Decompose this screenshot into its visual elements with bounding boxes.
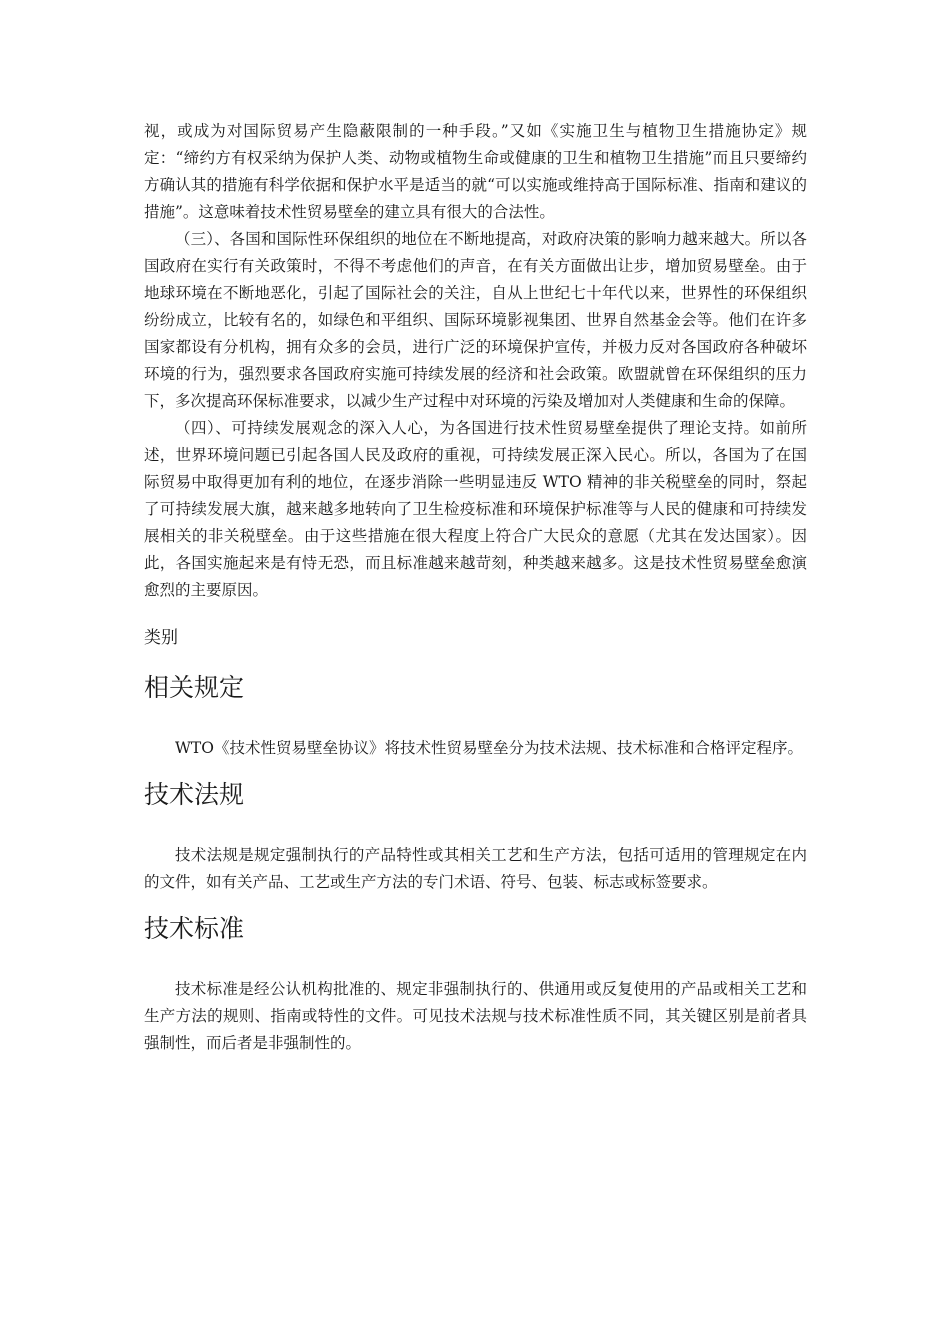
document-page xyxy=(144,118,807,1057)
body-paragraph-3: （三）、各国和国际性环保组织的地位在不断地提高，对政府决策的影响力越来越大。所以各国政府在实行有关政策时，不得不考虑他们的声音，在有关方面做出让步，增加贸易壁垒。由于地球环境在不断地恶化，引起了国际社会的关注，自从上世纪七十年代以来，世界性的环保组织纷纷成立，比较有名的，如绿色和平组织、国际环境影视集团、世界自然基金会等。他们在许多国家都设有分机构，拥有众多的会员，进行广泛的环境保护宣传，并极力反对各国政府各种破坏环境的行为，强烈要求各国政府实施可持续发展的经济和社会政策。欧盟就曾在环保组织的压力下，多次提高环保标准要求，以减少生产过程中对环境的污染及增加对人类健康和生命的保障。 xyxy=(144,230,807,410)
section-text-technical-regulations: 技术法规是规定强制执行的产品特性或其相关工艺和生产方法，包括可适用的管理规定在内的文件，如有关产品、工艺或生产方法的专门术语、符号、包装、标志或标签要求。 xyxy=(144,846,807,891)
body-paragraph-continued: 视，或成为对国际贸易产生隐蔽限制的一种手段。”又如《实施卫生与植物卫生措施协定》规定：“缔约方有权采纳为保护人类、动物或植物生命或健康的卫生和植物卫生措施”而且只要缔约方确认其的措施有科学依据和保护水平是适当的就“可以实施或维持高于国际标准、指南和建议的措施”。这意味着技术性贸易壁垒的建立具有很大的合法性。 xyxy=(144,122,807,221)
body-paragraph-4: （四）、可持续发展观念的深入人心，为各国进行技术性贸易壁垒提供了理论支持。如前所述，世界环境问题已引起各国人民及政府的重视，可持续发展正深入民心。所以，各国为了在国际贸易中取得更加有利的地位，在逐步消除一些明显违反 WTO 精神的非关税壁垒的同时，祭起了可持续发展大旗，越来越多地转向了卫生检疫标准和环境保护标准等与人民的健康和可持续发展相关的非关税壁垒。由于这些措施在很大程度上符合广大民众的意愿（尤其在发达国家）。因此，各国实施起来是有恃无恐，而且标准越来越苛刻，种类越来越多。这是技术性贸易壁垒愈演愈烈的主要原因。 xyxy=(144,419,807,599)
section-text-related-rules: WTO《技术性贸易壁垒协议》将技术性贸易壁垒分为技术法规、技术标准和合格评定程序。 xyxy=(175,739,803,757)
section-text-technical-standards: 技术标准是经公认机构批准的、规定非强制执行的、供通用或反复使用的产品或相关工艺和生产方法的规则、指南或特性的文件。可见技术法规与技术标准性质不同，其关键区别是前者具强制性，而后者是非强制性的。 xyxy=(144,980,807,1052)
section-heading-technical-standards: 技术标准 xyxy=(144,914,245,943)
section-heading-technical-regulations: 技术法规 xyxy=(144,780,245,809)
section-heading-related-rules: 相关规定 xyxy=(144,673,245,702)
category-label: 类别 xyxy=(144,628,178,648)
